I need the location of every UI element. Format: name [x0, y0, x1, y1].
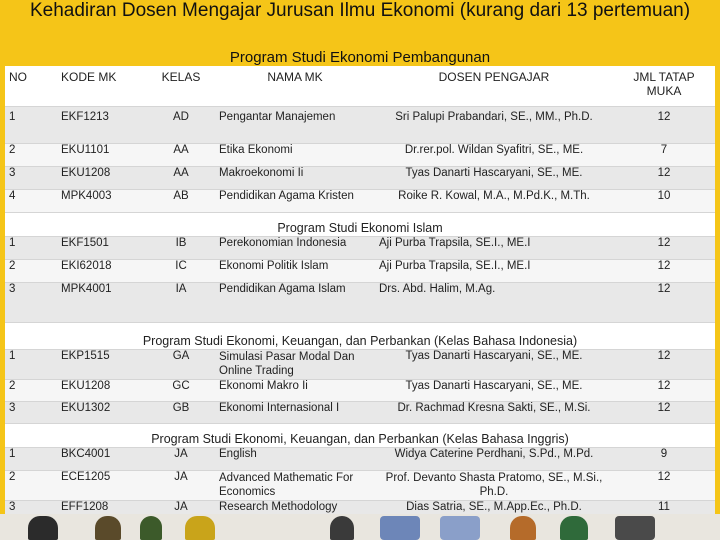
cell-kelas: AD — [147, 106, 215, 143]
header-jml: JML TATAP MUKA — [613, 66, 715, 106]
cell-kode: EKF1501 — [57, 236, 147, 259]
cell-nama: Research Methodology — [215, 500, 375, 520]
cell-dosen: Tyas Danarti Hascaryani, SE., ME. — [375, 379, 613, 401]
cell-dosen: Drs. Abd. Halim, M.Ag. — [375, 282, 613, 322]
cell-kode: EKU1208 — [57, 379, 147, 401]
cell-dosen: Prof. Devanto Shasta Pratomo, SE., M.Si., Ph.D. — [375, 470, 613, 500]
cell-jml: 12 — [613, 166, 715, 189]
cell-kode: ECE1205 — [57, 470, 147, 500]
table-row — [5, 447, 715, 470]
cell-dosen: Roike R. Kowal, M.A., M.Pd.K., M.Th. — [375, 189, 613, 212]
cell-nama: Advanced Mathematic For Economics — [215, 470, 375, 500]
cell-nama: Pendidikan Agama Kristen — [215, 189, 375, 212]
award-logo — [140, 516, 162, 540]
cell-no: 1 — [5, 236, 57, 259]
cell-kode: EKU1302 — [57, 401, 147, 423]
cell-jml: 7 — [613, 143, 715, 166]
page-title: Kehadiran Dosen Mengajar Jurusan Ilmu Ekonomi (kurang dari 13 pertemuan) — [29, 0, 691, 21]
crest-logo — [330, 516, 354, 540]
accreditation-logo — [380, 516, 420, 540]
table-row — [5, 259, 715, 282]
section-row-ekp-inggris — [5, 423, 715, 447]
logo-strip — [0, 514, 720, 540]
cell-dosen: Sri Palupi Prabandari, SE., MM., Ph.D. — [375, 106, 613, 143]
cell-dosen: Dias Satria, SE., M.App.Ec., Ph.D. — [375, 500, 613, 520]
association-logo — [560, 516, 588, 540]
cell-dosen: Aji Purba Trapsila, SE.I., ME.I — [375, 259, 613, 282]
table-row — [5, 236, 715, 259]
cell-no: 3 — [5, 282, 57, 322]
section-title: Program Studi Ekonomi, Keuangan, dan Perbankan (Kelas Bahasa Inggris) — [5, 423, 715, 447]
cell-dosen: Dr.rer.pol. Wildan Syafitri, SE., ME. — [375, 143, 613, 166]
cell-nama: Ekonomi Politik Islam — [215, 259, 375, 282]
cell-jml: 12 — [613, 470, 715, 500]
header-dosen: DOSEN PENGAJAR — [375, 66, 613, 106]
cell-dosen: Tyas Danarti Hascaryani, SE., ME. — [375, 166, 613, 189]
table-header-row — [5, 66, 715, 106]
cell-dosen: Tyas Danarti Hascaryani, SE., ME. — [375, 349, 613, 379]
cell-jml: 12 — [613, 106, 715, 143]
cell-jml: 12 — [613, 236, 715, 259]
cell-dosen: Aji Purba Trapsila, SE.I., ME.I — [375, 236, 613, 259]
cell-no: 2 — [5, 470, 57, 500]
section-title: Program Studi Ekonomi, Keuangan, dan Perbankan (Kelas Bahasa Indonesia) — [5, 322, 715, 349]
cell-nama: Makroekonomi Ii — [215, 166, 375, 189]
cell-nama: Perekonomian Indonesia — [215, 236, 375, 259]
cell-nama: Ekonomi Internasional I — [215, 401, 375, 423]
cell-no: 2 — [5, 143, 57, 166]
badge-logo — [185, 516, 215, 540]
header-kode: KODE MK — [57, 66, 147, 106]
cell-no: 1 — [5, 349, 57, 379]
institution-logo — [615, 516, 655, 540]
cell-kode: EKU1208 — [57, 166, 147, 189]
cell-jml: 10 — [613, 189, 715, 212]
attendance-sheet — [5, 66, 715, 514]
emblem-logo — [95, 516, 121, 540]
cell-kelas: JA — [147, 470, 215, 500]
cell-kode: EFF1208 — [57, 500, 147, 520]
cell-nama: Pengantar Manajemen — [215, 106, 375, 143]
cell-jml: 12 — [613, 349, 715, 379]
section-row-ekp-indonesia — [5, 322, 715, 349]
section-title-pembangunan: Program Studi Ekonomi Pembangunan — [229, 49, 491, 66]
header-no: NO — [5, 66, 57, 106]
cell-no: 2 — [5, 259, 57, 282]
cell-nama: Ekonomi Makro Ii — [215, 379, 375, 401]
table-row — [5, 282, 715, 322]
cell-no: 1 — [5, 106, 57, 143]
cell-jml: 11 — [613, 500, 715, 520]
cell-kelas: GC — [147, 379, 215, 401]
cell-kode: MPK4003 — [57, 189, 147, 212]
header-nama: NAMA MK — [215, 66, 375, 106]
cell-kelas: IA — [147, 282, 215, 322]
cell-kode: BKC4001 — [57, 447, 147, 470]
cell-kode: EKF1213 — [57, 106, 147, 143]
cell-no: 1 — [5, 447, 57, 470]
table-row — [5, 166, 715, 189]
cell-kelas: IB — [147, 236, 215, 259]
table-row — [5, 349, 715, 379]
cell-nama: English — [215, 447, 375, 470]
partner-logo — [440, 516, 480, 540]
cell-dosen: Widya Caterine Perdhani, S.Pd., M.Pd. — [375, 447, 613, 470]
cell-kelas: AB — [147, 189, 215, 212]
cell-nama: Pendidikan Agama Islam — [215, 282, 375, 322]
cell-jml: 12 — [613, 401, 715, 423]
cell-jml: 12 — [613, 379, 715, 401]
cell-no: 2 — [5, 379, 57, 401]
table-row — [5, 379, 715, 401]
cell-no: 3 — [5, 500, 57, 520]
table-row — [5, 143, 715, 166]
header-kelas: KELAS — [147, 66, 215, 106]
cell-nama: Etika Ekonomi — [215, 143, 375, 166]
table-row — [5, 189, 715, 212]
cell-nama: Simulasi Pasar Modal Dan Online Trading — [215, 349, 375, 379]
section-title: Program Studi Ekonomi Islam — [5, 212, 715, 236]
cell-no: 4 — [5, 189, 57, 212]
section-row-ekonomi-islam — [5, 212, 715, 236]
cell-kelas: JA — [147, 500, 215, 520]
cell-kelas: JA — [147, 447, 215, 470]
cell-jml: 12 — [613, 259, 715, 282]
attendance-table — [5, 66, 715, 521]
table-row — [5, 470, 715, 500]
cell-no: 3 — [5, 166, 57, 189]
cell-jml: 12 — [613, 282, 715, 322]
cell-kelas: AA — [147, 166, 215, 189]
cell-kelas: GB — [147, 401, 215, 423]
table-row — [5, 106, 715, 143]
cell-kelas: GA — [147, 349, 215, 379]
cell-kelas: AA — [147, 143, 215, 166]
cell-jml: 9 — [613, 447, 715, 470]
cell-kode: EKP1515 — [57, 349, 147, 379]
cell-no: 3 — [5, 401, 57, 423]
cell-kelas: IC — [147, 259, 215, 282]
cell-kode: EKI62018 — [57, 259, 147, 282]
cell-kode: MPK4001 — [57, 282, 147, 322]
table-row — [5, 401, 715, 423]
university-seal-logo — [28, 516, 58, 540]
cell-dosen: Dr. Rachmad Kresna Sakti, SE., M.Si. — [375, 401, 613, 423]
sponsor-logo — [510, 516, 536, 540]
cell-kode: EKU1101 — [57, 143, 147, 166]
